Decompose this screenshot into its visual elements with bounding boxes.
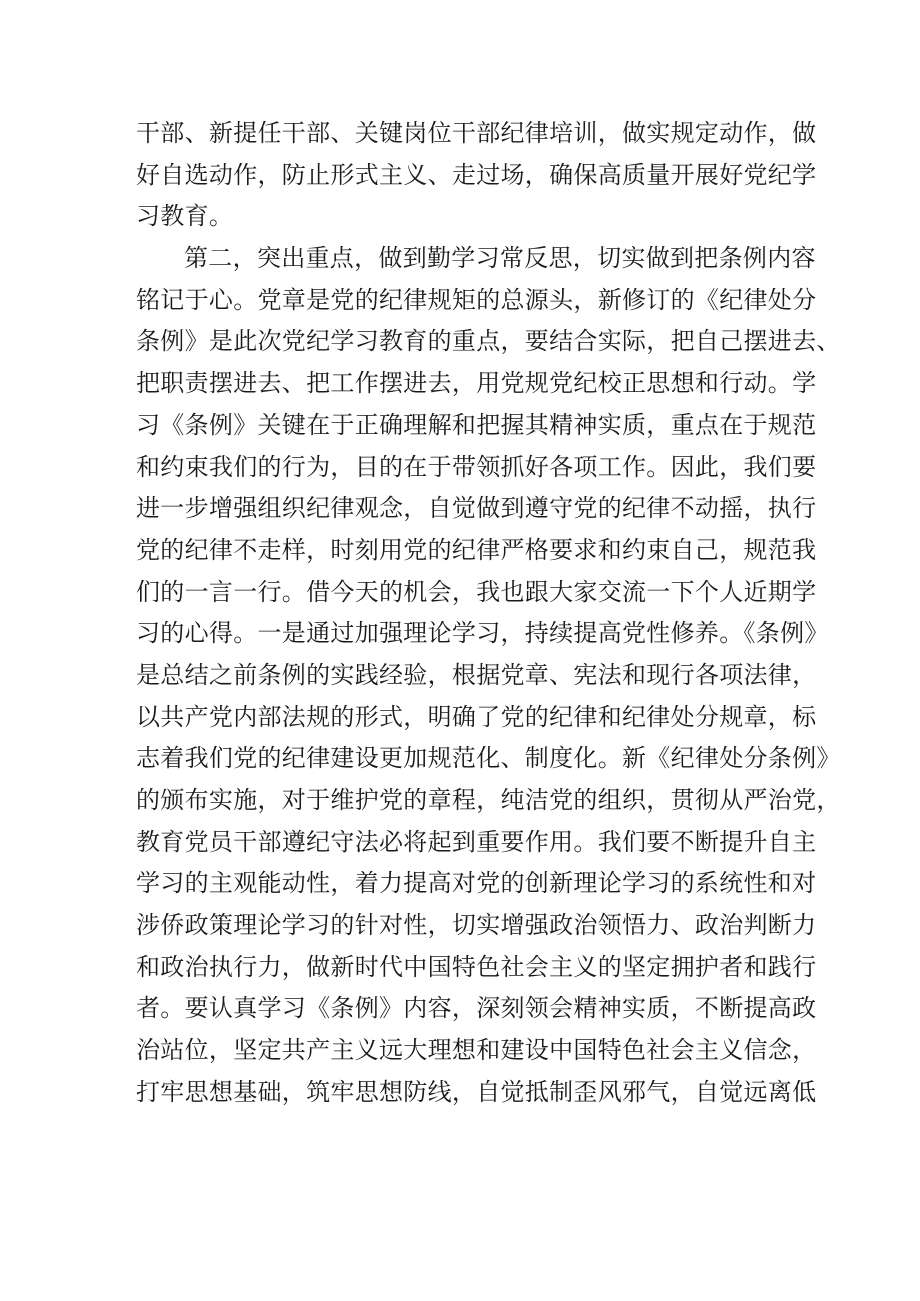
text-line: 打牢思想基础，筑牢思想防线，自觉抵制歪风邪气，自觉远离低: [136, 1077, 817, 1106]
text-line: 党的纪律不走样，时刻用党的纪律严格要求和约束自己，规范我: [136, 535, 817, 564]
text-line: 习教育。: [136, 202, 234, 231]
text-line: 铭记于心。党章是党的纪律规矩的总源头，新修订的《纪律处分: [136, 285, 817, 314]
text-line: 治站位，坚定共产主义远大理想和建设中国特色社会主义信念，: [136, 1036, 817, 1065]
body-text: [136, 113, 841, 1114]
text-line: 把职责摆进去、把工作摆进去，用党规党纪校正思想和行动。学: [136, 369, 817, 398]
text-line: 干部、新提任干部、关键岗位干部纪律培训，做实规定动作，做: [136, 119, 817, 147]
text-line: 以共产党内部法规的形式，明确了党的纪律和纪律处分规章，标: [136, 702, 817, 731]
text-line: 的颁布实施，对于维护党的章程，纯洁党的组织，贯彻从严治党，: [136, 786, 841, 814]
text-line: 是总结之前条例的实践经验，根据党章、宪法和现行各项法律，: [136, 660, 817, 689]
text-line: 教育党员干部遵纪守法必将起到重要作用。我们要不断提升自主: [136, 827, 817, 856]
text-line: 志着我们党的纪律建设更加规范化、制度化。新《纪律处分条例》: [136, 744, 841, 773]
text-line: 们的一言一行。借今天的机会，我也跟大家交流一下个人近期学: [136, 577, 817, 606]
text-line: 者。要认真学习《条例》内容，深刻领会精神实质，不断提高政: [136, 994, 817, 1023]
text-line: 习的心得。一是通过加强理论学习，持续提高党性修养。《条例》: [136, 619, 829, 648]
paragraph-start-line: 第二，突出重点，做到勤学习常反思，切实做到把条例内容: [184, 244, 816, 273]
text-line: 涉侨政策理论学习的针对性，切实增强政治领悟力、政治判断力: [136, 911, 817, 940]
text-line: 和约束我们的行为，目的在于带领抓好各项工作。因此，我们要: [136, 452, 817, 481]
text-line: 习《条例》关键在于正确理解和把握其精神实质，重点在于规范: [136, 410, 817, 439]
text-line: 好自选动作，防止形式主义、走过场，确保高质量开展好党纪学: [136, 160, 817, 189]
text-line: 条例》是此次党纪学习教育的重点，要结合实际，把自己摆进去、: [136, 327, 841, 356]
text-line: 进一步增强组织纪律观念，自觉做到遵守党的纪律不动摇，执行: [136, 494, 817, 523]
text-line: 学习的主观能动性，着力提高对党的创新理论学习的系统性和对: [136, 869, 817, 898]
text-line: 和政治执行力，做新时代中国特色社会主义的坚定拥护者和践行: [136, 952, 817, 981]
